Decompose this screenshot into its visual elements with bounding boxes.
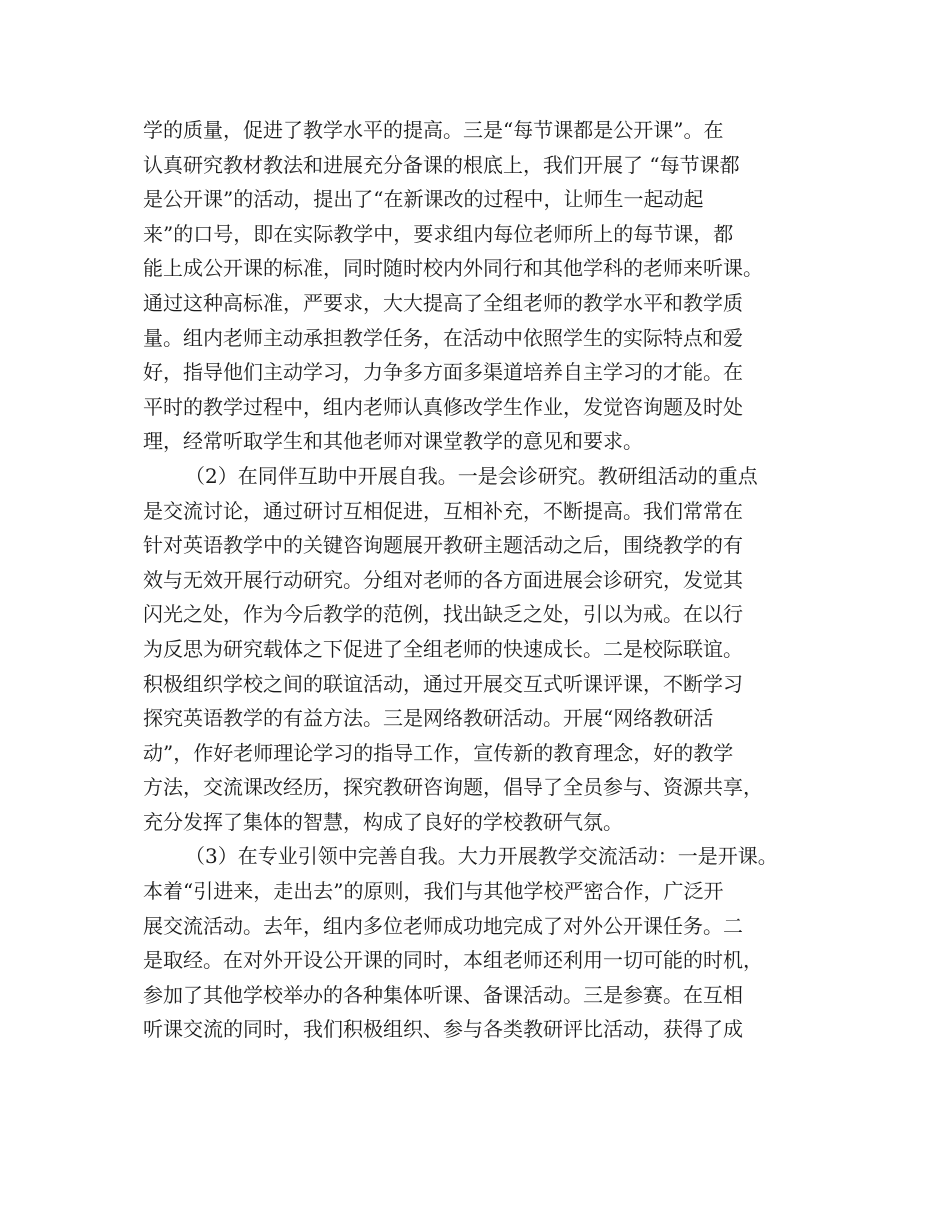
text-line: 为反思为研究载体之下促进了全组老师的快速成长。二是校际联谊。: [143, 636, 743, 661]
text-line: 效与无效开展行动研究。分组对老师的各方面进展会诊研究，发觉其: [143, 567, 743, 592]
text-line: 充分发挥了集体的智慧，构成了良好的学校教研气氛。: [143, 809, 623, 834]
text-line: 针对英语教学中的关键咨询题展开教研主题活动之后，围绕教学的有: [143, 533, 743, 558]
text-line: 通过这种高标准，严要求，大大提高了全组老师的教学水平和教学质: [143, 290, 743, 315]
text-line: 认真研究教材教法和进展充分备课的根底上，我们开展了 “每节课都: [143, 152, 740, 177]
text-line: 展交流活动。去年，组内多位老师成功地完成了对外公开课任务。二: [143, 913, 743, 938]
text-line: 本着“引进来，走出去”的原则，我们与其他学校严密合作，广泛开: [143, 879, 724, 904]
text-line: 参加了其他学校举办的各种集体听课、备课活动。三是参赛。在互相: [143, 982, 743, 1007]
text-line: 积极组织学校之间的联谊活动，通过开展交互式听课评课，不断学习: [143, 671, 743, 696]
text-line: 方法，交流课改经历，探究教研咨询题，倡导了全员参与、资源共享，: [143, 775, 763, 800]
text-line: 好，指导他们主动学习，力争多方面多渠道培养自主学习的才能。在: [143, 360, 743, 385]
text-line: 是公开课”的活动，提出了“在新课改的过程中，让师生一起动起: [143, 187, 704, 212]
text-line: 是取经。在对外开设公开课的同时，本组老师还利用一切可能的时机，: [143, 948, 763, 973]
text-line: 闪光之处，作为今后教学的范例，找出缺乏之处，引以为戒。在以行: [143, 602, 743, 627]
body-text: [143, 113, 803, 1047]
text-line: （3）在专业引领中完善自我。大力开展教学交流活动：一是开课。: [185, 844, 778, 869]
text-line: 来”的口号，即在实际教学中，要求组内每位老师所上的每节课，都: [143, 221, 734, 246]
text-line: 探究英语教学的有益方法。三是网络教研活动。开展“网络教研活: [143, 706, 714, 731]
text-line: 学的质量，促进了教学水平的提高。三是“每节课都是公开课”。在: [143, 118, 724, 142]
text-line: 听课交流的同时，我们积极组织、参与各类教研评比活动，获得了成: [143, 1017, 743, 1042]
text-line: 能上成公开课的标准，同时随时校内外同行和其他学科的老师来听课。: [143, 256, 763, 281]
text-line: 是交流讨论，通过研讨互相促进，互相补充，不断提高。我们常常在: [143, 498, 743, 523]
text-line: 平时的教学过程中，组内老师认真修改学生作业，发觉咨询题及时处: [143, 394, 743, 419]
text-line: 量。组内老师主动承担教学任务，在活动中依照学生的实际特点和爱: [143, 325, 743, 350]
text-line: （2）在同伴互助中开展自我。一是会诊研究。教研组活动的重点: [185, 463, 758, 488]
text-line: 动”，作好老师理论学习的指导工作，宣传新的教育理念，好的教学: [143, 740, 734, 765]
text-line: 理，经常听取学生和其他老师对课堂教学的意见和要求。: [143, 429, 643, 454]
